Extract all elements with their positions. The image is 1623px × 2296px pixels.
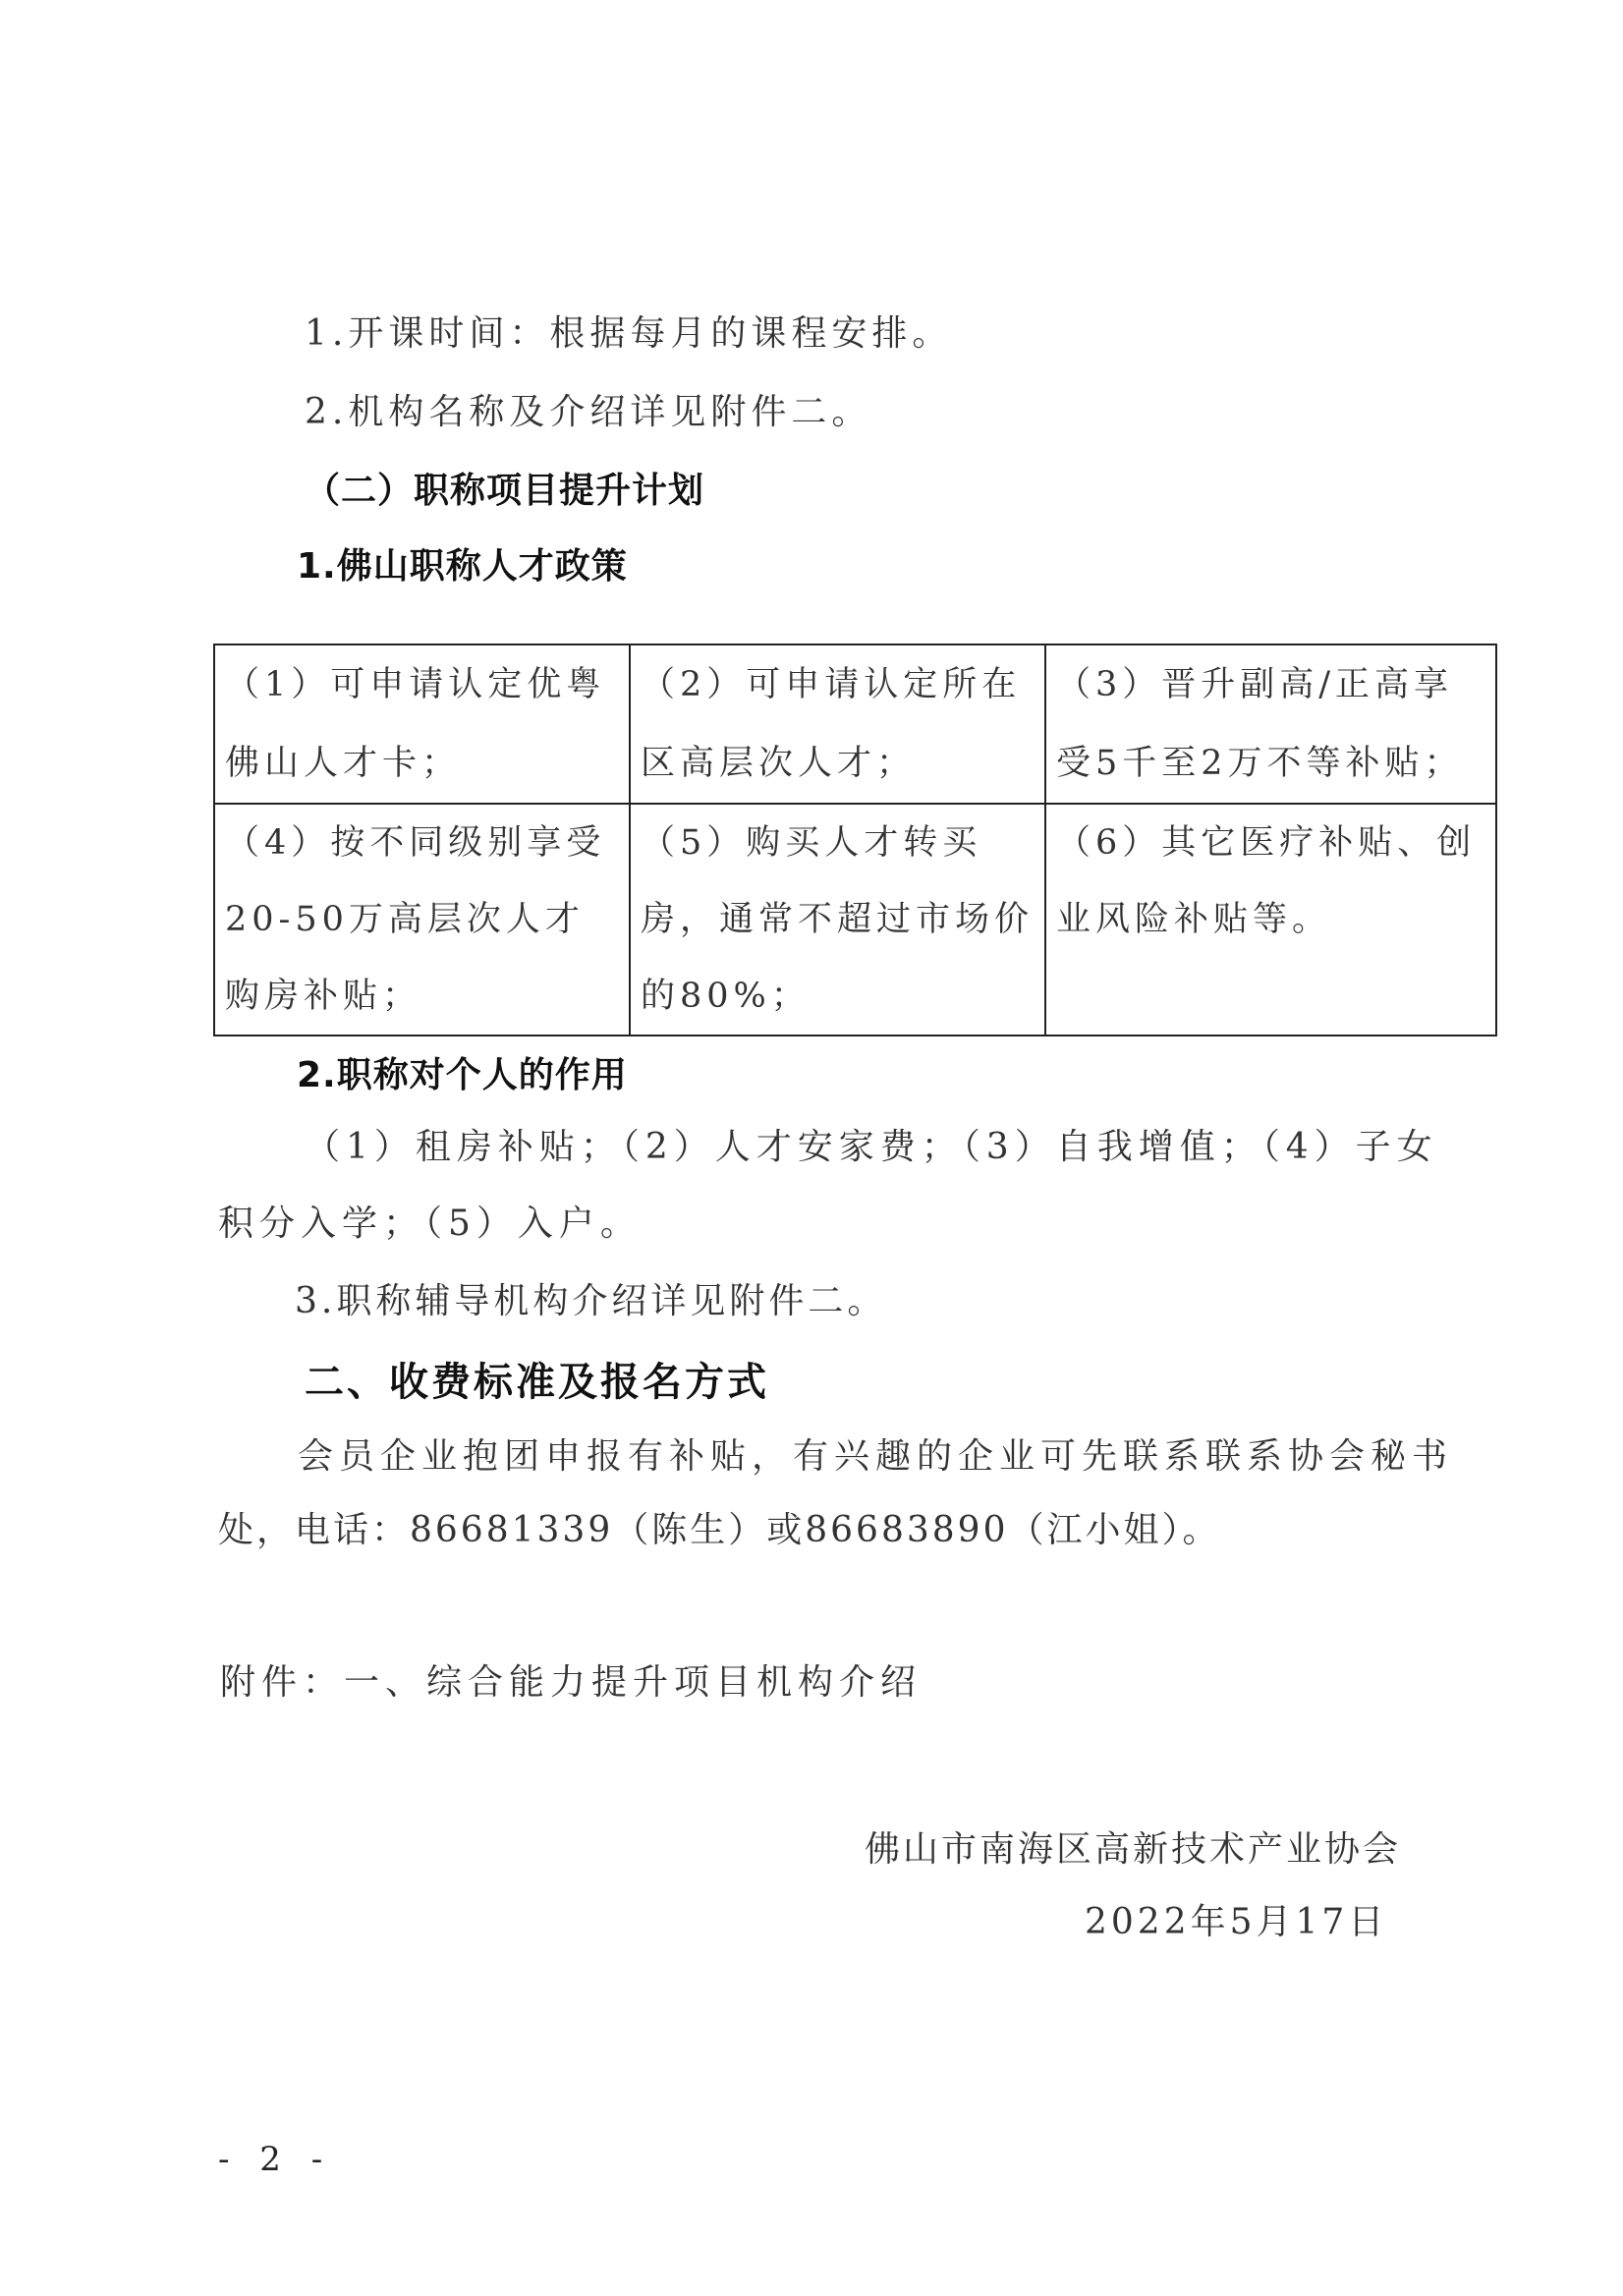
policy-item-2: （2）可申请认定所在区高层次人才；: [641, 665, 1022, 783]
policy-item-4: （4）按不同级别享受20-50万高层次人才购房补贴；: [225, 823, 606, 1016]
page-number: - 2 -: [218, 2140, 333, 2179]
policy-table: [213, 644, 1497, 1036]
policy-item-3: （3）晋升副高/正高享受5千至2万不等补贴；: [1056, 665, 1464, 783]
policy-item-5: （5）购买人才转买房，通常不超过市场价的80%；: [641, 823, 1035, 1016]
table-cell: [1045, 644, 1496, 804]
fees-heading: 二、收费标准及报名方式: [305, 1360, 769, 1405]
table-row: [214, 644, 1496, 804]
signature-date: 2022年5月17日: [1085, 1902, 1388, 1942]
table-cell: [214, 804, 630, 1036]
table-cell: [630, 804, 1045, 1036]
signature-organization: 佛山市南海区高新技术产业协会: [865, 1829, 1402, 1870]
fees-line-2: 处，电话：86681339（陈生）或86683890（江小姐）。: [218, 1510, 1221, 1550]
fees-line-1: 会员企业抱团申报有补贴，有兴趣的企业可先联系联系协会秘书: [298, 1436, 1454, 1477]
personal-effect-heading: 2.职称对个人的作用: [297, 1055, 628, 1095]
attachment-note: 附件：一、综合能力提升项目机构介绍: [220, 1662, 923, 1703]
policy-item-1: （1）可申请认定优粤佛山人才卡；: [225, 665, 606, 783]
personal-effect-line-1: （1）租房补贴；（2）人才安家费；（3）自我增值；（4）子女: [305, 1127, 1438, 1167]
tutoring-note: 3.职称辅导机构介绍详见附件二。: [295, 1281, 887, 1321]
institution-info-item: 2.机构名称及介绍详见附件二。: [305, 392, 872, 432]
subsection-title: （二）职称项目提升计划: [305, 471, 705, 511]
course-time-item: 1.开课时间：根据每月的课程安排。: [305, 313, 953, 354]
table-cell: [1045, 804, 1496, 1036]
table-row: [214, 804, 1496, 1036]
policy-item-6: （6）其它医疗补贴、创业风险补贴等。: [1056, 823, 1477, 939]
table-cell: [214, 644, 630, 804]
policy-heading: 1.佛山职称人才政策: [297, 546, 628, 587]
table-cell: [630, 644, 1045, 804]
personal-effect-line-2: 积分入学；（5）入户。: [218, 1204, 642, 1244]
